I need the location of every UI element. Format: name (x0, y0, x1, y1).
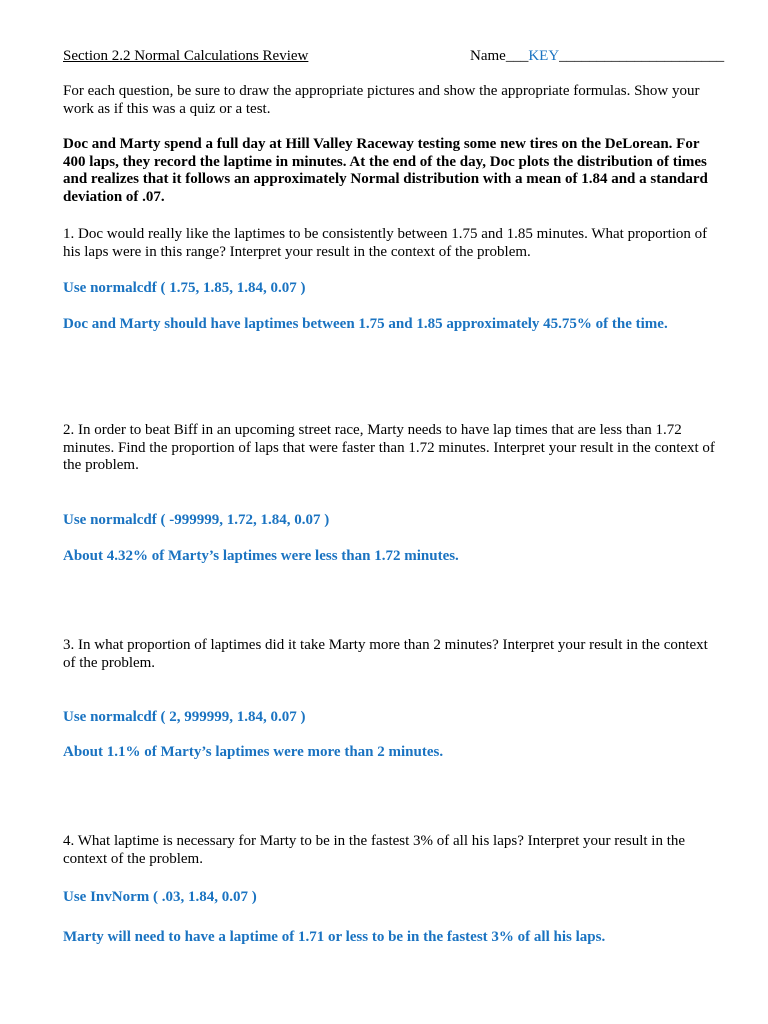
question-3: 3. In what proportion of laptimes did it take Marty more than 2 minutes? Interpret your result in the context of the problem. (63, 637, 708, 671)
question-1-answer: Doc and Marty should have laptimes between 1.75 and 1.85 approximately 45.75% of the time. (63, 316, 668, 332)
name-underline: ______________________ (559, 48, 725, 64)
question-4-answer: Marty will need to have a laptime of 1.71 or less to be in the fastest 3% of all his laps. (63, 929, 606, 945)
name-label: Name___ (470, 48, 529, 64)
question-1-method: Use normalcdf ( 1.75, 1.85, 1.84, 0.07 ) (63, 280, 306, 296)
question-3-answer: About 1.1% of Marty’s laptimes were more than 2 minutes. (63, 744, 444, 760)
question-1: 1. Doc would really like the laptimes to be consistently between 1.75 and 1.85 minutes. What proportion of his laps were in this range? Interpret your result in the context of the problem. (63, 226, 708, 260)
instructions: For each question, be sure to draw the appropriate pictures and show the appropriate formulas. Show your work as if this was a quiz or a test. (63, 83, 700, 117)
scenario: Doc and Marty spend a full day at Hill Valley Raceway testing some new tires on the DeLorean. For 400 laps, they record the laptime in minutes. At the end of the day, Doc plots the distribution of times and realizes that it follows an approximately Normal distribution with a mean of 1.84 and a standard deviation of .07. (63, 136, 708, 205)
question-4: 4. What laptime is necessary for Marty to be in the fastest 3% of all his laps? Interpret your result in the context of the problem. (63, 833, 686, 867)
name-field (470, 47, 724, 65)
question-2-method: Use normalcdf ( -999999, 1.72, 1.84, 0.07 ) (63, 512, 330, 528)
question-3-method: Use normalcdf ( 2, 999999, 1.84, 0.07 ) (63, 709, 306, 725)
name-value: KEY (528, 48, 560, 64)
question-2-answer: About 4.32% of Marty’s laptimes were less than 1.72 minutes. (63, 548, 459, 564)
question-2: 2. In order to beat Biff in an upcoming street race, Marty needs to have lap times that are less than 1.72 minutes. Find the proportion of laps that were faster than 1.72 minutes. Interpret your result in the context of the problem. (63, 422, 715, 473)
question-4-method: Use InvNorm ( .03, 1.84, 0.07 ) (63, 889, 257, 905)
page-title: Section 2.2 Normal Calculations Review (63, 48, 309, 64)
